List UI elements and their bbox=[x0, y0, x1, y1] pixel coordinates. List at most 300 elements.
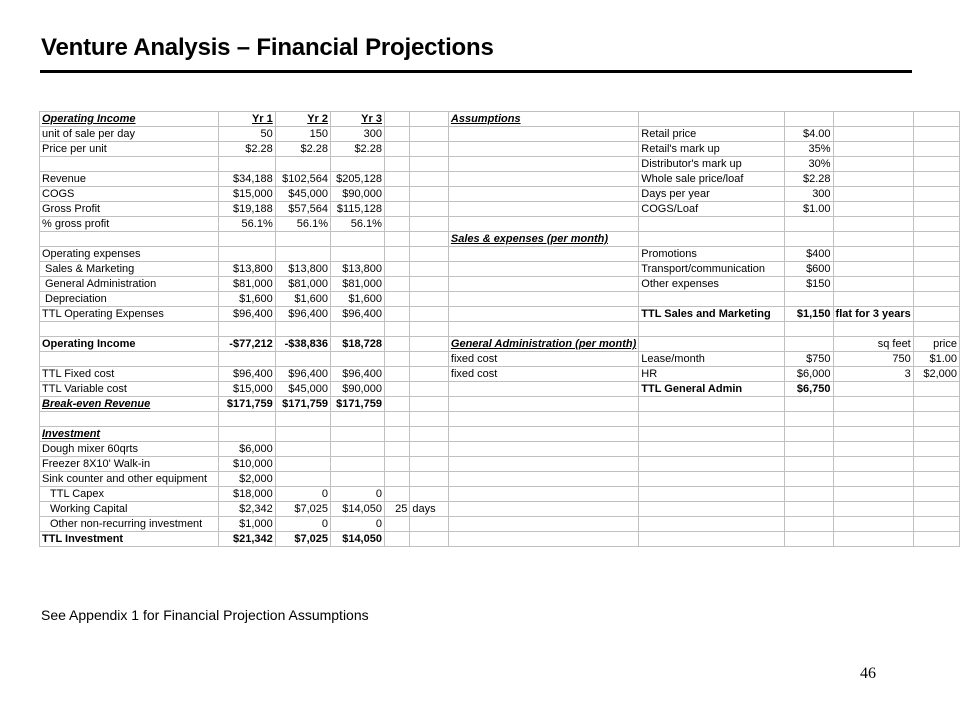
table-cell bbox=[833, 262, 913, 277]
table-cell: $96,400 bbox=[219, 307, 276, 322]
table-cell: $750 bbox=[785, 352, 833, 367]
table-cell bbox=[833, 247, 913, 262]
table-cell bbox=[384, 307, 409, 322]
table-cell: 300 bbox=[785, 187, 833, 202]
table-cell: 56.1% bbox=[219, 217, 276, 232]
table-cell: Operating expenses bbox=[40, 247, 219, 262]
table-cell bbox=[913, 412, 959, 427]
table-cell bbox=[331, 232, 385, 247]
table-cell bbox=[410, 382, 449, 397]
table-cell bbox=[331, 352, 385, 367]
table-cell: $96,400 bbox=[219, 367, 276, 382]
table-cell: TTL Investment bbox=[40, 532, 219, 547]
table-cell bbox=[913, 157, 959, 172]
table-cell bbox=[833, 202, 913, 217]
table-cell bbox=[785, 412, 833, 427]
table-cell: $81,000 bbox=[275, 277, 330, 292]
table-cell bbox=[331, 322, 385, 337]
table-cell bbox=[384, 187, 409, 202]
table-cell: General Administration bbox=[40, 277, 219, 292]
table-cell: $14,050 bbox=[331, 532, 385, 547]
table-cell: Sales & Marketing bbox=[40, 262, 219, 277]
table-cell: Whole sale price/loaf bbox=[639, 172, 785, 187]
table-cell bbox=[833, 142, 913, 157]
table-cell: 3 bbox=[833, 367, 913, 382]
table-row bbox=[40, 337, 960, 352]
table-cell: COGS/Loaf bbox=[639, 202, 785, 217]
table-cell bbox=[913, 112, 959, 127]
table-cell bbox=[410, 277, 449, 292]
table-cell: TTL Operating Expenses bbox=[40, 307, 219, 322]
table-cell: $13,800 bbox=[275, 262, 330, 277]
table-cell: Transport/communication bbox=[639, 262, 785, 277]
table-cell bbox=[448, 412, 638, 427]
table-cell bbox=[913, 517, 959, 532]
table-cell: $2,000 bbox=[913, 367, 959, 382]
table-cell: $2.28 bbox=[275, 142, 330, 157]
table-cell: 150 bbox=[275, 127, 330, 142]
table-row bbox=[40, 487, 960, 502]
table-cell: General Administration (per month) bbox=[448, 337, 638, 352]
table-cell bbox=[639, 232, 785, 247]
table-cell: 0 bbox=[275, 517, 330, 532]
table-row bbox=[40, 532, 960, 547]
table-cell bbox=[448, 247, 638, 262]
table-cell bbox=[448, 532, 638, 547]
table-cell: $96,400 bbox=[275, 307, 330, 322]
table-cell: % gross profit bbox=[40, 217, 219, 232]
table-cell: 50 bbox=[219, 127, 276, 142]
table-cell bbox=[331, 427, 385, 442]
table-cell bbox=[913, 487, 959, 502]
table-cell: $6,750 bbox=[785, 382, 833, 397]
table-cell bbox=[639, 397, 785, 412]
table-cell bbox=[275, 412, 330, 427]
table-cell bbox=[40, 352, 219, 367]
table-cell bbox=[785, 217, 833, 232]
table-cell: TTL Capex bbox=[40, 487, 219, 502]
table-cell: Gross Profit bbox=[40, 202, 219, 217]
table-cell bbox=[219, 412, 276, 427]
table-cell bbox=[331, 457, 385, 472]
table-cell: 56.1% bbox=[275, 217, 330, 232]
table-cell: 25 bbox=[384, 502, 409, 517]
table-cell: $1,600 bbox=[219, 292, 276, 307]
table-cell bbox=[40, 232, 219, 247]
table-row bbox=[40, 232, 960, 247]
table-cell bbox=[913, 172, 959, 187]
table-cell bbox=[384, 532, 409, 547]
table-cell: COGS bbox=[40, 187, 219, 202]
table-cell: $1,000 bbox=[219, 517, 276, 532]
table-cell bbox=[913, 502, 959, 517]
table-cell bbox=[275, 442, 330, 457]
table-cell bbox=[833, 382, 913, 397]
table-cell: $1.00 bbox=[785, 202, 833, 217]
table-cell bbox=[785, 487, 833, 502]
table-cell bbox=[913, 397, 959, 412]
table-row bbox=[40, 127, 960, 142]
table-row bbox=[40, 367, 960, 382]
table-cell bbox=[833, 487, 913, 502]
table-cell: Depreciation bbox=[40, 292, 219, 307]
table-cell bbox=[448, 217, 638, 232]
table-cell bbox=[785, 472, 833, 487]
table-cell: 30% bbox=[785, 157, 833, 172]
table-cell bbox=[448, 472, 638, 487]
table-cell bbox=[410, 292, 449, 307]
table-cell bbox=[410, 457, 449, 472]
table-cell: TTL Variable cost bbox=[40, 382, 219, 397]
table-cell: $15,000 bbox=[219, 382, 276, 397]
table-cell: $19,188 bbox=[219, 202, 276, 217]
table-cell: $6,000 bbox=[785, 367, 833, 382]
table-cell bbox=[448, 262, 638, 277]
table-cell bbox=[448, 427, 638, 442]
table-cell bbox=[384, 457, 409, 472]
table-cell bbox=[833, 502, 913, 517]
table-cell bbox=[331, 157, 385, 172]
table-cell: Distributor's mark up bbox=[639, 157, 785, 172]
table-cell bbox=[219, 322, 276, 337]
table-cell: 0 bbox=[331, 487, 385, 502]
table-cell: HR bbox=[639, 367, 785, 382]
table-cell bbox=[639, 217, 785, 232]
table-cell bbox=[384, 292, 409, 307]
table-row bbox=[40, 217, 960, 232]
table-cell bbox=[913, 142, 959, 157]
table-cell bbox=[275, 232, 330, 247]
table-cell bbox=[785, 442, 833, 457]
table-cell bbox=[448, 127, 638, 142]
table-cell: $81,000 bbox=[331, 277, 385, 292]
table-cell bbox=[384, 232, 409, 247]
table-cell: Revenue bbox=[40, 172, 219, 187]
table-cell: 750 bbox=[833, 352, 913, 367]
table-cell bbox=[384, 217, 409, 232]
table-cell bbox=[913, 322, 959, 337]
table-cell bbox=[785, 457, 833, 472]
table-cell: 56.1% bbox=[331, 217, 385, 232]
table-cell bbox=[833, 217, 913, 232]
table-row bbox=[40, 172, 960, 187]
table-cell bbox=[275, 352, 330, 367]
table-cell: $18,000 bbox=[219, 487, 276, 502]
table-cell bbox=[410, 487, 449, 502]
table-cell bbox=[410, 397, 449, 412]
table-row bbox=[40, 142, 960, 157]
table-cell bbox=[448, 157, 638, 172]
table-cell: 0 bbox=[331, 517, 385, 532]
table-cell bbox=[275, 472, 330, 487]
table-cell bbox=[275, 457, 330, 472]
table-cell: $4.00 bbox=[785, 127, 833, 142]
table-cell bbox=[219, 352, 276, 367]
table-cell: Assumptions bbox=[448, 112, 638, 127]
table-cell bbox=[913, 382, 959, 397]
table-cell bbox=[833, 187, 913, 202]
table-cell: Freezer 8X10' Walk-in bbox=[40, 457, 219, 472]
table-cell bbox=[639, 292, 785, 307]
table-cell bbox=[785, 337, 833, 352]
table-cell: $21,342 bbox=[219, 532, 276, 547]
table-cell: Dough mixer 60qrts bbox=[40, 442, 219, 457]
table-row bbox=[40, 517, 960, 532]
table-cell bbox=[384, 382, 409, 397]
table-cell bbox=[384, 262, 409, 277]
table-cell: Sink counter and other equipment bbox=[40, 472, 219, 487]
table-cell: Other expenses bbox=[639, 277, 785, 292]
table-cell bbox=[639, 457, 785, 472]
table-cell bbox=[219, 427, 276, 442]
table-cell bbox=[785, 532, 833, 547]
table-cell: Days per year bbox=[639, 187, 785, 202]
table-cell: -$38,836 bbox=[275, 337, 330, 352]
table-cell bbox=[785, 427, 833, 442]
table-cell: $57,564 bbox=[275, 202, 330, 217]
table-row bbox=[40, 262, 960, 277]
table-cell: price bbox=[913, 337, 959, 352]
table-cell: $18,728 bbox=[331, 337, 385, 352]
table-cell: Promotions bbox=[639, 247, 785, 262]
table-cell: $7,025 bbox=[275, 502, 330, 517]
table-cell: $34,188 bbox=[219, 172, 276, 187]
table-cell: Operating Income bbox=[40, 337, 219, 352]
table-cell bbox=[410, 247, 449, 262]
table-cell: 300 bbox=[331, 127, 385, 142]
table-cell: Break-even Revenue bbox=[40, 397, 219, 412]
financial-projections-table bbox=[39, 111, 960, 547]
table-cell bbox=[384, 352, 409, 367]
table-cell bbox=[833, 442, 913, 457]
table-cell: $600 bbox=[785, 262, 833, 277]
table-row bbox=[40, 277, 960, 292]
table-cell bbox=[410, 367, 449, 382]
table-cell bbox=[785, 292, 833, 307]
table-cell bbox=[833, 232, 913, 247]
table-row bbox=[40, 292, 960, 307]
table-cell bbox=[913, 292, 959, 307]
table-cell bbox=[219, 157, 276, 172]
table-cell bbox=[410, 187, 449, 202]
table-cell bbox=[448, 187, 638, 202]
table-cell bbox=[639, 322, 785, 337]
table-cell bbox=[913, 427, 959, 442]
table-row bbox=[40, 412, 960, 427]
table-cell: Yr 2 bbox=[275, 112, 330, 127]
table-cell bbox=[785, 322, 833, 337]
table-cell: $2,342 bbox=[219, 502, 276, 517]
table-cell bbox=[410, 532, 449, 547]
table-cell bbox=[833, 172, 913, 187]
table-cell bbox=[384, 202, 409, 217]
table-cell bbox=[40, 157, 219, 172]
table-cell bbox=[639, 487, 785, 502]
table-cell bbox=[785, 502, 833, 517]
table-row bbox=[40, 397, 960, 412]
table-cell bbox=[410, 232, 449, 247]
table-cell bbox=[384, 142, 409, 157]
table-cell: Working Capital bbox=[40, 502, 219, 517]
table-cell: fixed cost bbox=[448, 352, 638, 367]
table-cell bbox=[639, 112, 785, 127]
table-cell: flat for 3 years bbox=[833, 307, 913, 322]
table-row bbox=[40, 442, 960, 457]
table-cell bbox=[410, 142, 449, 157]
table-cell bbox=[384, 337, 409, 352]
table-cell: $171,759 bbox=[219, 397, 276, 412]
table-cell: Yr 1 bbox=[219, 112, 276, 127]
table-cell: $6,000 bbox=[219, 442, 276, 457]
table-cell: $1,600 bbox=[331, 292, 385, 307]
table-cell: Yr 3 bbox=[331, 112, 385, 127]
table-cell bbox=[913, 202, 959, 217]
table-cell bbox=[384, 472, 409, 487]
table-cell: Sales & expenses (per month) bbox=[448, 232, 638, 247]
page-number: 46 bbox=[860, 665, 876, 682]
table-cell: $96,400 bbox=[331, 307, 385, 322]
table-cell: Operating Income bbox=[40, 112, 219, 127]
table-cell: $45,000 bbox=[275, 187, 330, 202]
table-row bbox=[40, 202, 960, 217]
table-cell: Investment bbox=[40, 427, 219, 442]
table-cell bbox=[785, 112, 833, 127]
table-cell: $96,400 bbox=[275, 367, 330, 382]
table-cell: $14,050 bbox=[331, 502, 385, 517]
table-cell: TTL Fixed cost bbox=[40, 367, 219, 382]
table-cell bbox=[410, 172, 449, 187]
table-cell bbox=[639, 337, 785, 352]
table-row bbox=[40, 157, 960, 172]
table-cell bbox=[448, 202, 638, 217]
table-cell bbox=[331, 472, 385, 487]
table-cell bbox=[410, 337, 449, 352]
table-cell bbox=[410, 202, 449, 217]
table-cell: $115,128 bbox=[331, 202, 385, 217]
table-cell bbox=[410, 352, 449, 367]
table-row bbox=[40, 457, 960, 472]
table-cell bbox=[410, 442, 449, 457]
table-cell bbox=[639, 472, 785, 487]
table-row bbox=[40, 247, 960, 262]
table-cell bbox=[833, 157, 913, 172]
table-cell bbox=[448, 322, 638, 337]
table-cell bbox=[639, 532, 785, 547]
table-cell bbox=[331, 442, 385, 457]
table-cell bbox=[785, 397, 833, 412]
table-cell bbox=[913, 442, 959, 457]
table-row bbox=[40, 322, 960, 337]
table-cell bbox=[913, 457, 959, 472]
table-cell bbox=[913, 532, 959, 547]
table-cell: $205,128 bbox=[331, 172, 385, 187]
table-cell: unit of sale per day bbox=[40, 127, 219, 142]
table-cell: 35% bbox=[785, 142, 833, 157]
table-cell: Other non-recurring investment bbox=[40, 517, 219, 532]
table-cell: $1.00 bbox=[913, 352, 959, 367]
table-cell bbox=[384, 322, 409, 337]
table-cell: $1,600 bbox=[275, 292, 330, 307]
table-cell bbox=[833, 397, 913, 412]
table-cell: $400 bbox=[785, 247, 833, 262]
title-underline bbox=[40, 70, 912, 73]
table-cell: -$77,212 bbox=[219, 337, 276, 352]
table-cell bbox=[785, 232, 833, 247]
table-cell: $90,000 bbox=[331, 382, 385, 397]
page-title: Venture Analysis – Financial Projections bbox=[41, 34, 494, 61]
table-cell bbox=[384, 397, 409, 412]
table-cell bbox=[639, 517, 785, 532]
table-cell bbox=[275, 157, 330, 172]
table-cell bbox=[913, 127, 959, 142]
table-cell bbox=[833, 517, 913, 532]
table-cell bbox=[448, 517, 638, 532]
table-cell bbox=[913, 187, 959, 202]
table-cell bbox=[410, 322, 449, 337]
table-cell bbox=[384, 277, 409, 292]
table-cell bbox=[410, 157, 449, 172]
table-cell: $2.28 bbox=[219, 142, 276, 157]
table-cell bbox=[833, 457, 913, 472]
table-cell bbox=[639, 427, 785, 442]
table-cell: days bbox=[410, 502, 449, 517]
table-cell bbox=[275, 427, 330, 442]
table-row bbox=[40, 472, 960, 487]
table-cell bbox=[384, 112, 409, 127]
table-cell: $81,000 bbox=[219, 277, 276, 292]
table-cell: $2,000 bbox=[219, 472, 276, 487]
footnote: See Appendix 1 for Financial Projection Assumptions bbox=[41, 607, 369, 623]
table-cell: Retail price bbox=[639, 127, 785, 142]
table-cell bbox=[410, 217, 449, 232]
table-cell bbox=[410, 472, 449, 487]
table-cell bbox=[913, 277, 959, 292]
table-cell: $13,800 bbox=[331, 262, 385, 277]
table-row bbox=[40, 307, 960, 322]
table-cell bbox=[384, 427, 409, 442]
table-cell bbox=[448, 442, 638, 457]
table-cell: Lease/month bbox=[639, 352, 785, 367]
table-row bbox=[40, 382, 960, 397]
table-cell: $90,000 bbox=[331, 187, 385, 202]
table-cell: TTL General Admin bbox=[639, 382, 785, 397]
table-cell bbox=[410, 112, 449, 127]
table-cell bbox=[410, 517, 449, 532]
table-cell bbox=[384, 517, 409, 532]
table-cell bbox=[913, 472, 959, 487]
table-cell bbox=[410, 307, 449, 322]
table-cell: $15,000 bbox=[219, 187, 276, 202]
table-cell: $45,000 bbox=[275, 382, 330, 397]
table-cell bbox=[448, 307, 638, 322]
table-cell bbox=[384, 127, 409, 142]
table-row bbox=[40, 112, 960, 127]
table-cell bbox=[913, 217, 959, 232]
table-row bbox=[40, 187, 960, 202]
table-cell: 0 bbox=[275, 487, 330, 502]
table-cell: $150 bbox=[785, 277, 833, 292]
table-row bbox=[40, 352, 960, 367]
table-cell bbox=[448, 457, 638, 472]
table-body bbox=[40, 112, 960, 547]
table-cell bbox=[384, 367, 409, 382]
table-cell bbox=[639, 442, 785, 457]
table-cell bbox=[833, 277, 913, 292]
table-cell bbox=[833, 322, 913, 337]
table-cell: Retail's mark up bbox=[639, 142, 785, 157]
table-cell bbox=[913, 262, 959, 277]
table-row bbox=[40, 427, 960, 442]
